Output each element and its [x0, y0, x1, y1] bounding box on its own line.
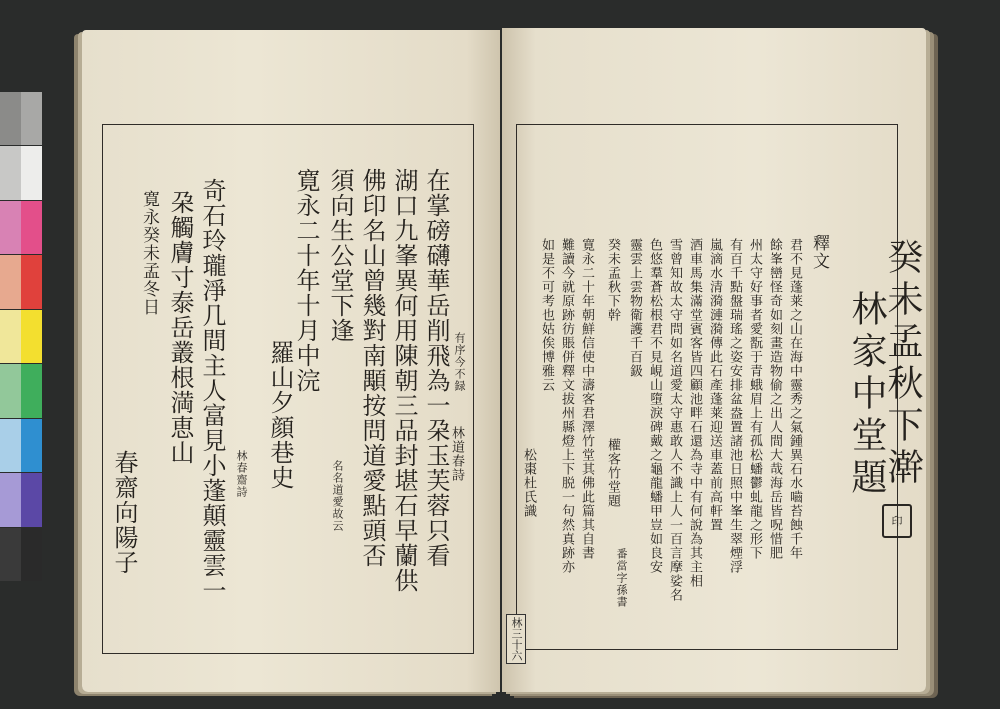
right-text-column: 如是不可考也姑俟博雅云	[539, 238, 554, 392]
calibration-swatch	[0, 255, 21, 308]
left-text-column: 須向生公堂下逢	[326, 168, 354, 343]
calibration-swatch	[0, 419, 21, 472]
calibration-swatch	[0, 528, 21, 581]
title-calligraphy: 林家中堂題	[846, 290, 887, 500]
right-text-column: 餘峯巒怪奇如刻畫造物偷之出人間大哉海岳皆呪惜肥	[767, 238, 782, 560]
calibration-swatch	[21, 528, 42, 581]
right-text-column: 色悠羣蒼松根君不見峴山墮淚碑戴之龜龍蟠甲豈如良安	[647, 238, 662, 574]
right-text-column: 嵐滴水清漪漣漪傳此石產蓬莱迎送車蓋前高軒置	[707, 238, 722, 532]
right-text-column: 難讀今就原跡彷賬併釋文拔州縣燈上下脱一句然真跡亦	[559, 238, 574, 574]
folio-label: 林三十六	[506, 614, 526, 664]
right-text-column: 有百千點盤瑞瑤之姿安排盆盎置諸池日照中峯生翠煙浮	[727, 238, 742, 574]
right-text-column: 雪曾知故太守問如名道愛太守惠敢人不識上人一百言摩娑名	[667, 238, 682, 602]
left-text-column: 奇石玲瓏淨几間主人富見小蓬顛靈雲一	[198, 178, 226, 603]
calibration-swatch	[21, 473, 42, 526]
left-text-column: 寛永二十年十月中浣	[292, 168, 320, 393]
right-text-column: 靈雲上雲物衛護千百鈒	[627, 238, 642, 378]
right-text-column: 癸未孟秋下幹	[605, 238, 620, 322]
calibration-swatch	[21, 146, 42, 199]
calibration-swatch	[21, 92, 42, 145]
left-text-column: 春齋向陽子	[110, 450, 138, 575]
left-text-column: 林春齋詩	[235, 450, 248, 498]
right-text-column: 釋文	[809, 234, 829, 270]
calibration-swatch	[0, 92, 21, 145]
right-text-column: 酒車馬集滿堂賓客皆四顧池畔石還為寺中有何說為其主相	[687, 238, 702, 588]
calibration-swatch	[0, 473, 21, 526]
left-page	[82, 30, 500, 692]
left-text-column: 有序今不録	[453, 332, 466, 392]
left-text-column: 羅山夕顔巷史	[266, 340, 294, 490]
left-text-column: 在掌磅礴華岳削飛為一朶玉芙蓉只看	[422, 168, 450, 568]
color-calibration-strip	[0, 92, 42, 582]
calibration-swatch	[21, 255, 42, 308]
left-text-column: 林道春詩	[449, 426, 464, 482]
calibration-swatch	[21, 419, 42, 472]
calibration-swatch	[0, 201, 21, 254]
calibration-swatch	[0, 146, 21, 199]
red-seal-icon: 印	[882, 504, 912, 538]
calibration-swatch	[21, 201, 42, 254]
right-text-column: 州太守好事者愛翫于青蛾眉上有孤松蟠鬱虬龍之形下	[747, 238, 762, 560]
title-calligraphy: 癸未孟秋下澣	[882, 238, 923, 490]
calibration-swatch	[0, 364, 21, 417]
left-text-column: 名名道愛故云	[331, 460, 344, 532]
calibration-swatch	[21, 364, 42, 417]
right-text-column: 寛永二十年朝鮮信使中濤客君澤竹堂其佛此篇其自書	[579, 238, 594, 560]
open-book	[66, 24, 936, 700]
right-text-column: 君不見蓬莱之山在海中靈秀之氣鍾異石水嚙苔蝕千年	[787, 238, 802, 560]
left-text-column: 佛印名山曾幾對南顒按問道愛點頭否	[358, 168, 386, 568]
right-text-column: 權客竹堂題	[605, 438, 620, 508]
left-text-column: 寛永癸未孟冬日	[139, 190, 159, 316]
calibration-swatch	[21, 310, 42, 363]
left-text-column: 湖口九峯異何用陳朝三品封堪石早蘭供	[390, 168, 418, 593]
calibration-swatch	[0, 310, 21, 363]
right-page	[502, 28, 926, 692]
right-text-column: 松棗杜氏識	[521, 448, 536, 518]
left-text-column: 朶觸膚寸泰岳叢根満恵山	[166, 190, 194, 465]
right-text-column: 番當字孫書	[615, 548, 628, 608]
